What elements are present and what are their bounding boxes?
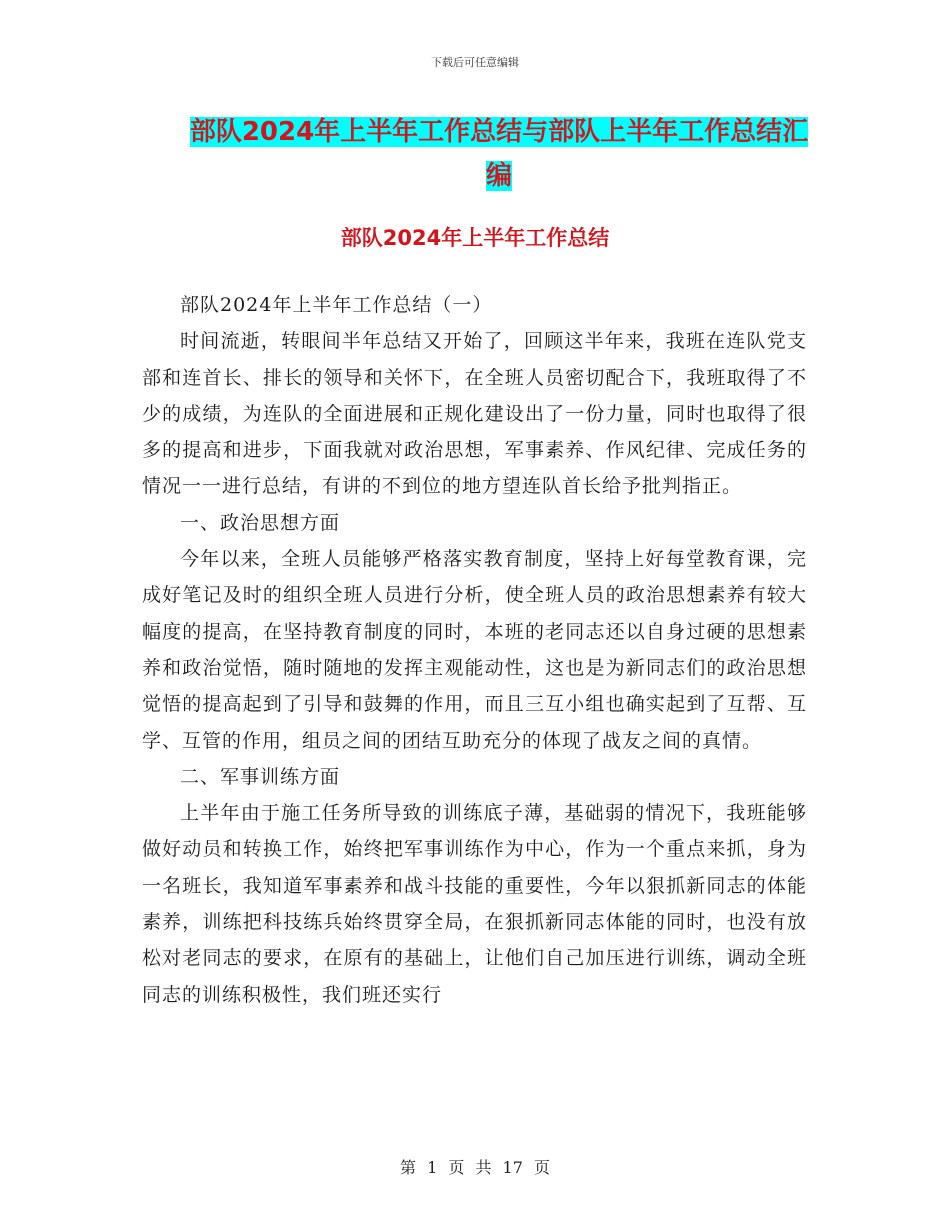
section-title: 部队2024年上半年工作总结 bbox=[340, 226, 610, 250]
subtitle-line: 部队2024年上半年工作总结（一） bbox=[180, 294, 493, 316]
body-paragraph: 时间流逝，转眼间半年总结又开始了，回顾这半年来，我班在连队党支部和连首长、排长的领导和关怀下，在全班人员密切配合下，我班取得了不少的成绩，为连队的全面进展和正规化建设出了一份力量，同时也取得了很多的提高和进步，下面我就对政治思想，军事素养、作风纪律、完成任务的情况一一进行总结，有讲的不到位的地方望连队首长给予批判指正。 bbox=[142, 330, 807, 498]
document-title-text: 部队2024年上半年工作总结与部队上半年工作总结汇编 bbox=[189, 117, 809, 191]
document-body bbox=[142, 287, 807, 1013]
document-title bbox=[188, 110, 810, 198]
body-paragraph: 今年以来，全班人员能够严格落实教育制度，坚持上好每堂教育课，完成好笔记及时的组织全班人员进行分析，使全班人员的政治思想素养有较大幅度的提高，在坚持教育制度的同时，本班的老同志还以自身过硬的思想素养和政治觉悟，随时随地的发挥主观能动性，这也是为新同志们的政治思想觉悟的提高起到了引导和鼓舞的作用，而且三互小组也确实起到了互帮、互学、互管的作用，组员之间的团结互助充分的体现了战友之间的真情。 bbox=[142, 548, 807, 752]
subheading-training: 二、军事训练方面 bbox=[180, 765, 341, 788]
page-number-footer: 第 1 页 共 17 页 bbox=[400, 1158, 550, 1177]
body-paragraph: 上半年由于施工任务所导致的训练底子薄，基础弱的情况下，我班能够做好动员和转换工作，始终把军事训练作为中心，作为一个重点来抓，身为一名班长，我知道军事素养和战斗技能的重要性，今年以狠抓新同志的体能素养，训练把科技练兵始终贯穿全局，在狠抓新同志体能的同时，也没有放松对老同志的要求，在原有的基础上，让他们自己加压进行训练，调动全班同志的训练积极性，我们班还实行 bbox=[142, 802, 807, 1006]
page-header-note: 下载后可任意编辑 bbox=[431, 56, 519, 69]
subheading-politics: 一、政治思想方面 bbox=[180, 511, 341, 534]
